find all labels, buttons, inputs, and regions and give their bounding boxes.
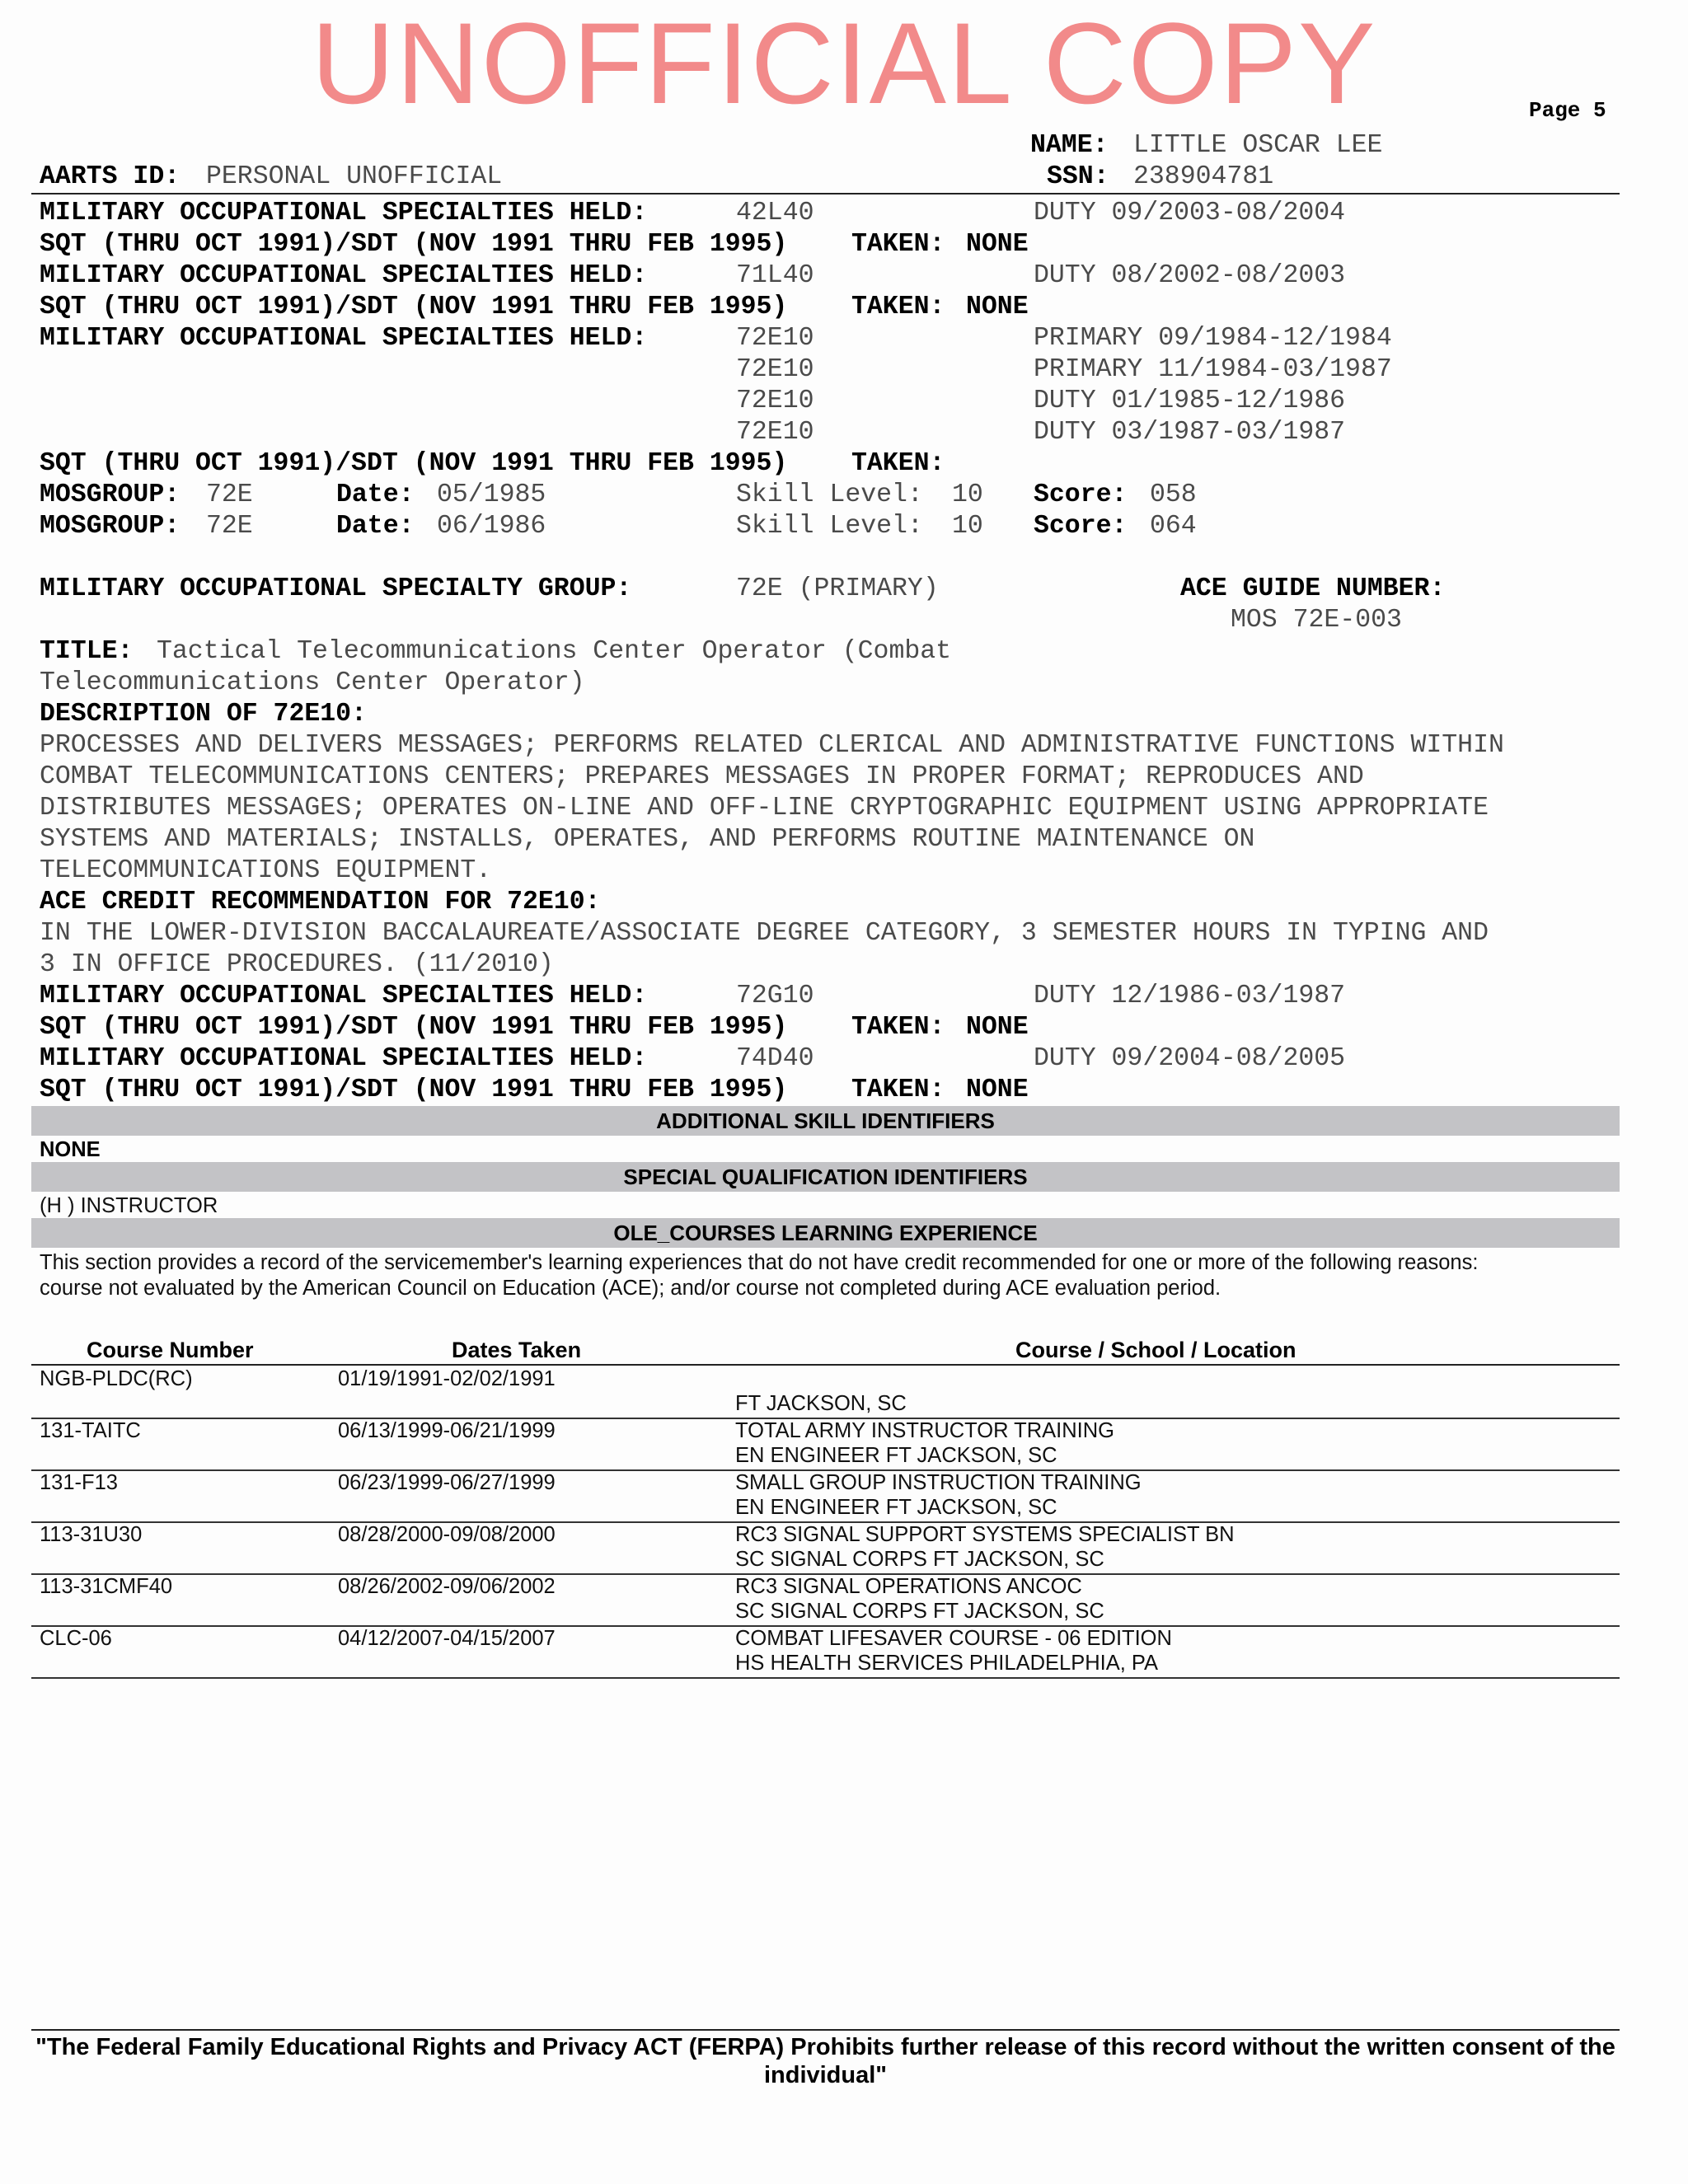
course-number: 113-31CMF40	[40, 1575, 173, 1598]
unofficial-copy-watermark: UNOFFICIAL COPY	[311, 0, 1377, 128]
date-label: Date:	[336, 480, 415, 509]
sqt-label: SQT (THRU OCT 1991)/SDT (NOV 1991 THRU FEB 1995)	[40, 449, 788, 478]
course-dates: 08/26/2002-09/06/2002	[338, 1575, 556, 1598]
asi-section-header: ADDITIONAL SKILL IDENTIFIERS	[31, 1106, 1620, 1136]
description-line: SYSTEMS AND MATERIALS; INSTALLS, OPERATES, AND PERFORMS ROUTINE MAINTENANCE ON	[40, 825, 1255, 854]
sqt-label: SQT (THRU OCT 1991)/SDT (NOV 1991 THRU FEB 1995)	[40, 1076, 788, 1104]
ssn-value: 238904781	[1133, 162, 1274, 191]
taken-label: TAKEN:	[851, 1013, 945, 1042]
ace-guide-label: ACE GUIDE NUMBER:	[1180, 574, 1446, 603]
course-dates: 04/12/2007-04/15/2007	[338, 1627, 556, 1650]
table-row	[31, 1469, 1620, 1523]
course-location: HS HEALTH SERVICES PHILADELPHIA, PA	[735, 1652, 1159, 1675]
course-location: SC SIGNAL CORPS FT JACKSON, SC	[735, 1600, 1104, 1623]
score-label: Score:	[1034, 480, 1128, 509]
mos-held-label: MILITARY OCCUPATIONAL SPECIALTIES HELD:	[40, 324, 648, 353]
course-location: EN ENGINEER FT JACKSON, SC	[735, 1496, 1057, 1519]
asi-value: NONE	[40, 1138, 101, 1161]
name-label: NAME:	[1030, 131, 1109, 160]
mos-group-label: MILITARY OCCUPATIONAL SPECIALTY GROUP:	[40, 574, 632, 603]
description-label: DESCRIPTION OF 72E10:	[40, 700, 367, 729]
mos-duty: DUTY 09/2004-08/2005	[1034, 1044, 1346, 1073]
course-dates: 08/28/2000-09/08/2000	[338, 1523, 556, 1546]
mos-code: 72E10	[736, 355, 814, 384]
course-name: SMALL GROUP INSTRUCTION TRAINING	[735, 1471, 1142, 1494]
name-value: LITTLE OSCAR LEE	[1133, 131, 1383, 160]
title-value-continued: Telecommunications Center Operator)	[40, 668, 585, 697]
mos-group-value: 72E (PRIMARY)	[736, 574, 939, 603]
table-row	[31, 1521, 1620, 1575]
mos-code: 72E10	[736, 324, 814, 353]
course-location: SC SIGNAL CORPS FT JACKSON, SC	[735, 1548, 1104, 1571]
course-name: RC3 SIGNAL OPERATIONS ANCOC	[735, 1575, 1082, 1598]
mos-duty: DUTY 12/1986-03/1987	[1034, 982, 1346, 1010]
description-line: DISTRIBUTES MESSAGES; OPERATES ON-LINE AND OFF-LINE CRYPTOGRAPHIC EQUIPMENT USING APPROPRIATE	[40, 794, 1489, 823]
mos-duty: DUTY 01/1985-12/1986	[1034, 387, 1346, 415]
mos-duty: DUTY 09/2003-08/2004	[1034, 199, 1346, 227]
mosgroup-label: MOSGROUP:	[40, 512, 181, 541]
sqi-section-header: SPECIAL QUALIFICATION IDENTIFIERS	[31, 1162, 1620, 1192]
description-line: PROCESSES AND DELIVERS MESSAGES; PERFORMS RELATED CLERICAL AND ADMINISTRATIVE FUNCTIONS WITHIN	[40, 731, 1504, 760]
course-number: CLC-06	[40, 1627, 112, 1650]
dates-taken-header: Dates Taken	[452, 1338, 582, 1362]
mos-code: 72E10	[736, 387, 814, 415]
table-row	[31, 1366, 1620, 1419]
score-value: 064	[1150, 512, 1197, 541]
course-name: TOTAL ARMY INSTRUCTOR TRAINING	[735, 1419, 1115, 1442]
taken-label: TAKEN:	[851, 230, 945, 259]
table-row	[31, 1573, 1620, 1627]
ole-description-line: This section provides a record of the servicemember's learning experiences that do not have credit recommended for one or more of the following reasons:	[40, 1251, 1479, 1274]
mosgroup-value: 72E	[206, 512, 253, 541]
sqt-label: SQT (THRU OCT 1991)/SDT (NOV 1991 THRU FEB 1995)	[40, 230, 788, 259]
ace-guide-value: MOS 72E-003	[1231, 606, 1402, 635]
skill-level-value: 10	[952, 480, 983, 509]
course-dates: 06/13/1999-06/21/1999	[338, 1419, 556, 1442]
ferpa-notice: "The Federal Family Educational Rights and Privacy ACT (FERPA) Prohibits further release of this record without the written consent of the individual"	[35, 2034, 1615, 2088]
score-label: Score:	[1034, 512, 1128, 541]
course-location: FT JACKSON, SC	[735, 1392, 907, 1415]
course-name: COMBAT LIFESAVER COURSE - 06 EDITION	[735, 1627, 1172, 1650]
taken-value: NONE	[966, 1013, 1029, 1042]
sqi-value: (H ) INSTRUCTOR	[40, 1194, 218, 1217]
date-label: Date:	[336, 512, 415, 541]
taken-label: TAKEN:	[851, 293, 945, 321]
description-line: COMBAT TELECOMMUNICATIONS CENTERS; PREPARES MESSAGES IN PROPER FORMAT; REPRODUCES AND	[40, 762, 1364, 791]
skill-level-value: 10	[952, 512, 983, 541]
course-name: RC3 SIGNAL SUPPORT SYSTEMS SPECIALIST BN	[735, 1523, 1235, 1546]
mos-code: 72G10	[736, 982, 814, 1010]
taken-value: NONE	[966, 230, 1029, 259]
mos-code: 42L40	[736, 199, 814, 227]
course-number: 113-31U30	[40, 1523, 143, 1546]
ace-credit-line: 3 IN OFFICE PROCEDURES. (11/2010)	[40, 950, 554, 979]
mos-duty: PRIMARY 09/1984-12/1984	[1034, 324, 1392, 353]
ssn-label: SSN:	[1047, 162, 1109, 191]
course-number: 131-F13	[40, 1471, 118, 1494]
mos-held-label: MILITARY OCCUPATIONAL SPECIALTIES HELD:	[40, 261, 648, 290]
footer-divider	[31, 2029, 1620, 2031]
mos-duty: DUTY 03/1987-03/1987	[1034, 418, 1346, 447]
page-number: Page 5	[1529, 98, 1606, 123]
date-value: 06/1986	[437, 512, 546, 541]
course-number: 131-TAITC	[40, 1419, 141, 1442]
header-divider	[31, 193, 1620, 194]
score-value: 058	[1150, 480, 1197, 509]
aarts-id-label: AARTS ID:	[40, 162, 181, 191]
mos-code: 74D40	[736, 1044, 814, 1073]
sqt-label: SQT (THRU OCT 1991)/SDT (NOV 1991 THRU FEB 1995)	[40, 293, 788, 321]
taken-value: NONE	[966, 293, 1029, 321]
title-label: TITLE:	[40, 637, 134, 666]
mos-code: 71L40	[736, 261, 814, 290]
mosgroup-value: 72E	[206, 480, 253, 509]
mos-code: 72E10	[736, 418, 814, 447]
ole-description-line: course not evaluated by the American Council on Education (ACE); and/or course not completed during ACE evaluation period.	[40, 1277, 1221, 1300]
taken-value: NONE	[966, 1076, 1029, 1104]
mos-held-label: MILITARY OCCUPATIONAL SPECIALTIES HELD:	[40, 982, 648, 1010]
skill-level-label: Skill Level:	[736, 480, 923, 509]
course-location: EN ENGINEER FT JACKSON, SC	[735, 1444, 1057, 1467]
description-line: TELECOMMUNICATIONS EQUIPMENT.	[40, 856, 492, 885]
mos-held-label: MILITARY OCCUPATIONAL SPECIALTIES HELD:	[40, 1044, 648, 1073]
course-dates: 01/19/1991-02/02/1991	[338, 1367, 556, 1390]
course-number-header: Course Number	[87, 1338, 254, 1362]
mosgroup-label: MOSGROUP:	[40, 480, 181, 509]
aarts-id-value: PERSONAL UNOFFICIAL	[206, 162, 503, 191]
table-row	[31, 1625, 1620, 1679]
ace-credit-label: ACE CREDIT RECOMMENDATION FOR 72E10:	[40, 888, 601, 916]
course-number: NGB-PLDC(RC)	[40, 1367, 193, 1390]
course-dates: 06/23/1999-06/27/1999	[338, 1471, 556, 1494]
table-row	[31, 1418, 1620, 1471]
course-school-location-header: Course / School / Location	[1015, 1338, 1296, 1362]
ole-section-header: OLE_COURSES LEARNING EXPERIENCE	[31, 1218, 1620, 1248]
mos-duty: PRIMARY 11/1984-03/1987	[1034, 355, 1392, 384]
ace-credit-line: IN THE LOWER-DIVISION BACCALAUREATE/ASSOCIATE DEGREE CATEGORY, 3 SEMESTER HOURS IN TYPING AND	[40, 919, 1489, 948]
sqt-label: SQT (THRU OCT 1991)/SDT (NOV 1991 THRU FEB 1995)	[40, 1013, 788, 1042]
skill-level-label: Skill Level:	[736, 512, 923, 541]
mos-duty: DUTY 08/2002-08/2003	[1034, 261, 1346, 290]
date-value: 05/1985	[437, 480, 546, 509]
mos-held-label: MILITARY OCCUPATIONAL SPECIALTIES HELD:	[40, 199, 648, 227]
taken-label: TAKEN:	[851, 449, 945, 478]
taken-label: TAKEN:	[851, 1076, 945, 1104]
title-value: Tactical Telecommunications Center Operator (Combat	[157, 637, 952, 666]
